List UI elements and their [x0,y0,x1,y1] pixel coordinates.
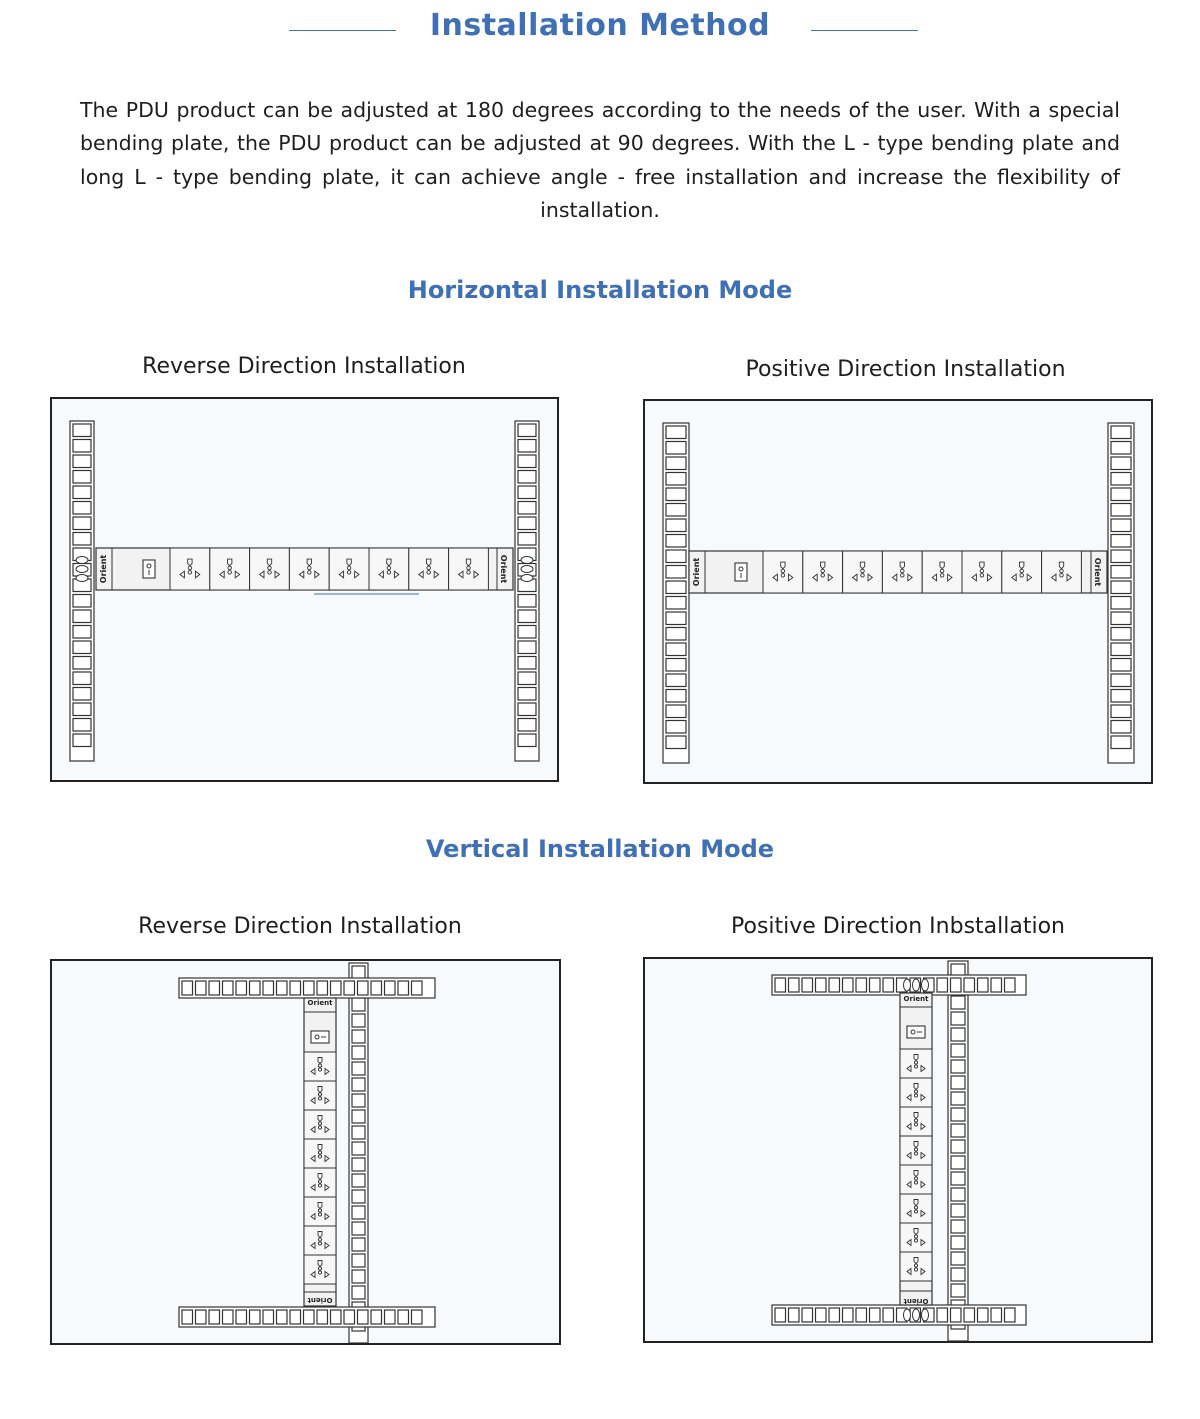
rail-slot [666,674,686,687]
rail-slot [816,1308,827,1322]
rail-slot [518,471,536,484]
horizontal-reverse-caption: Reverse Direction Installation [142,354,466,379]
rail-slot [352,1062,365,1075]
rail-slot [1111,690,1131,703]
rail-slot [789,1308,800,1322]
rail-slot [1111,504,1131,517]
rail-slot [666,690,686,703]
rail-slot [331,981,342,995]
rail-slot [352,1094,365,1107]
horizontal-positive-diagram [643,399,1153,784]
mounting-hole [76,566,88,573]
socket-cell [962,551,1002,593]
rail-slot [352,998,365,1011]
rail-slot [1111,705,1131,718]
rail-slot [666,457,686,470]
mounting-hole [913,1309,920,1321]
power-switch-icon [735,563,747,581]
rail-slot [666,659,686,672]
rail-slot [352,1142,365,1155]
rail-slot [870,1308,881,1322]
rail-slot [277,981,288,995]
rail-slot [331,1310,342,1324]
rail-slot [666,612,686,625]
rail-slot [317,1310,328,1324]
socket-cell [900,1223,932,1252]
rail-slot [236,1310,247,1324]
rail-slot [666,519,686,532]
socket-cell [304,1052,336,1081]
rail-slot [317,981,328,995]
rail-slot [1111,643,1131,656]
socket-cell [900,1078,932,1107]
rail-slot [1005,978,1016,992]
rail-slot [964,978,975,992]
rail-slot [951,1308,962,1322]
rail-slot [304,1310,315,1324]
rail-slot [978,1308,989,1322]
socket-cell [250,548,290,590]
pdu-brand-label-bottom: Orient [903,1297,929,1305]
rail-slot [1111,442,1131,455]
rack-rail-vertical [948,961,968,1341]
rail-slot [666,736,686,749]
pdu-brand-label-right: Orient [499,554,508,584]
rail-slot [196,981,207,995]
rail-slot [666,628,686,641]
pdu-brand-label-left: Orient [692,557,701,587]
rail-slot [352,1030,365,1043]
vertical-mode-title: Vertical Installation Mode [425,835,775,863]
rail-slot [964,1308,975,1322]
rail-slot [666,473,686,486]
title-rule-left [289,30,396,31]
rail-slot [518,688,536,701]
mounting-hole [913,979,920,991]
socket-cell [900,1107,932,1136]
vertical-reverse-diagram [50,959,561,1345]
rail-slot [344,1310,355,1324]
pdu-brand-label-top: Orient [307,999,333,1007]
horizontal-positive-drawing [645,401,1151,782]
title-rule-right [811,30,918,31]
rail-slot [1111,550,1131,563]
socket-cell [900,1194,932,1223]
rail-slot [73,595,91,608]
pdu-brand-label-left: Orient [99,554,108,584]
rail-slot [1111,488,1131,501]
rail-slot [666,581,686,594]
mounting-hole [521,557,533,564]
rail-slot [951,1188,965,1201]
rail-slot [73,424,91,437]
socket-cell [409,548,449,590]
rail-slot [73,641,91,654]
rail-slot [385,1310,396,1324]
rail-slot [196,1310,207,1324]
rail-slot [518,703,536,716]
rail-slot [802,1308,813,1322]
page-title: Installation Method [429,8,771,43]
socket-cell [1042,551,1082,593]
rail-slot [843,1308,854,1322]
rail-slot [73,672,91,685]
rail-slot [352,1158,365,1171]
rack-bar-top [179,978,435,998]
mounting-hole [76,557,88,564]
rack-rail-left [70,421,94,761]
pdu-horizontal [689,551,1107,593]
rack-rail-vertical [349,963,368,1343]
rail-slot [73,502,91,515]
rack-bar-bottom [772,1305,1026,1325]
rail-slot [352,966,365,979]
rail-slot [73,626,91,639]
rail-slot [352,1126,365,1139]
rail-slot [951,1268,965,1281]
rail-slot [518,440,536,453]
socket-cell [763,551,803,593]
socket-cell [843,551,883,593]
rail-slot [352,1254,365,1267]
rail-slot [883,978,894,992]
socket-cell [304,1110,336,1139]
horizontal-positive-caption: Positive Direction Installation [745,357,1066,382]
rail-slot [73,657,91,670]
rail-slot [518,486,536,499]
rail-slot [371,981,382,995]
rail-slot [223,981,234,995]
socket-cell [170,548,210,590]
rail-slot [666,721,686,734]
rail-slot [352,1174,365,1187]
horizontal-reverse-diagram [50,397,559,782]
rail-slot [518,424,536,437]
rail-slot [951,1044,965,1057]
rail-slot [1111,581,1131,594]
rail-slot [666,535,686,548]
rail-slot [73,517,91,530]
vertical-positive-caption: Positive Direction Inbstallation [731,914,1065,939]
rail-slot [73,440,91,453]
rail-slot [1111,535,1131,548]
rail-slot [937,1308,948,1322]
intro-paragraph: The PDU product can be adjusted at 180 degrees according to the needs of the user. With a special bending plate, the PDU product can be adjusted at 90 degrees. With the L - type bending plate and long L - type bending plate, it can achieve angle - free installation and increase the flexibility of installation. [80,98,1120,223]
rail-slot [951,1156,965,1169]
rail-slot [352,1222,365,1235]
rail-slot [182,981,193,995]
rail-slot [518,502,536,515]
rail-slot [1111,659,1131,672]
rail-slot [951,1028,965,1041]
rail-slot [666,550,686,563]
rail-slot [352,1190,365,1203]
rail-slot [518,595,536,608]
power-switch-icon [311,1031,329,1043]
rail-slot [666,566,686,579]
rack-rail-right [515,421,539,761]
rail-slot [352,1014,365,1027]
mounting-hole [521,566,533,573]
rail-slot [73,455,91,468]
rail-slot [1111,473,1131,486]
socket-cell [304,1255,336,1284]
rail-slot [73,703,91,716]
rail-slot [951,996,965,1009]
mounting-hole [922,1309,929,1321]
rail-slot [518,517,536,530]
vertical-positive-diagram [643,957,1153,1343]
pdu-brand-label-top: Orient [903,995,929,1003]
rail-slot [951,1220,965,1233]
mounting-hole [904,979,911,991]
rail-slot [951,1172,965,1185]
rail-slot [358,981,369,995]
rail-slot [371,1310,382,1324]
rail-slot [843,978,854,992]
socket-cell [922,551,962,593]
socket-cell [1002,551,1042,593]
rail-slot [73,719,91,732]
mounting-hole [76,575,88,582]
socket-cell [304,1168,336,1197]
socket-cell [304,1197,336,1226]
rail-slot [666,488,686,501]
rail-slot [73,486,91,499]
socket-cell [900,1049,932,1078]
rail-slot [789,978,800,992]
rail-slot [951,1284,965,1297]
pdu-brand-label-bottom: Orient [307,1296,333,1304]
rail-slot [352,1270,365,1283]
rail-slot [352,1206,365,1219]
rail-slot [73,688,91,701]
rail-slot [951,1060,965,1073]
rail-slot [666,643,686,656]
rail-slot [518,610,536,623]
rail-slot [666,442,686,455]
power-switch-icon [907,1026,925,1038]
rail-slot [518,734,536,747]
rail-slot [1005,1308,1016,1322]
rail-slot [304,981,315,995]
rail-slot [1111,736,1131,749]
rail-slot [277,1310,288,1324]
socket-cell [449,548,489,590]
rail-slot [829,978,840,992]
rail-slot [518,672,536,685]
rail-slot [991,978,1002,992]
rail-slot [1111,597,1131,610]
rail-slot [398,1310,409,1324]
rail-slot [666,504,686,517]
rail-slot [775,978,786,992]
rail-slot [352,1078,365,1091]
rail-slot [1111,721,1131,734]
rail-slot [73,610,91,623]
rack-bar-bottom [179,1307,435,1327]
rail-slot [1111,628,1131,641]
socket-cell [210,548,250,590]
socket-cell [304,1226,336,1255]
rail-slot [73,533,91,546]
rail-slot [666,597,686,610]
rail-slot [209,1310,220,1324]
rail-slot [951,1076,965,1089]
rail-slot [951,978,962,992]
rail-slot [73,734,91,747]
rail-slot [870,978,881,992]
horizontal-mode-title: Horizontal Installation Mode [407,276,793,304]
rail-slot [352,1286,365,1299]
rail-slot [518,455,536,468]
rail-slot [385,981,396,995]
vertical-positive-drawing [645,959,1151,1341]
rail-slot [775,1308,786,1322]
pdu-horizontal [76,548,533,594]
rail-slot [1111,566,1131,579]
rail-slot [263,1310,274,1324]
mounting-hole [922,979,929,991]
rail-slot [398,981,409,995]
rail-slot [290,1310,301,1324]
rail-slot [1111,519,1131,532]
rail-slot [856,1308,867,1322]
rail-slot [412,1310,423,1324]
rail-slot [352,1238,365,1251]
socket-cell [304,1081,336,1110]
rail-slot [951,1140,965,1153]
rail-slot [290,981,301,995]
rail-slot [666,705,686,718]
rail-slot [951,1012,965,1025]
rail-slot [991,1308,1002,1322]
rail-slot [518,533,536,546]
rail-slot [223,1310,234,1324]
mounting-hole [521,575,533,582]
rail-slot [209,981,220,995]
mounting-hole [904,1309,911,1321]
rail-slot [1111,426,1131,439]
rail-slot [352,1110,365,1123]
socket-cell [289,548,329,590]
rail-slot [250,981,261,995]
rail-slot [1111,457,1131,470]
rail-slot [951,1124,965,1137]
socket-cell [803,551,843,593]
rack-bar-top [772,975,1026,995]
socket-cell [900,1165,932,1194]
rail-slot [412,981,423,995]
socket-cell [882,551,922,593]
rail-slot [937,978,948,992]
power-switch-icon [143,560,155,578]
rail-slot [856,978,867,992]
socket-cell [900,1252,932,1281]
rail-slot [666,426,686,439]
rail-slot [1111,612,1131,625]
pdu-vertical [900,979,932,1321]
socket-cell [900,1136,932,1165]
rail-slot [978,978,989,992]
rail-slot [250,1310,261,1324]
rail-slot [518,719,536,732]
rail-slot [1111,674,1131,687]
horizontal-reverse-drawing [52,399,557,780]
rack-rail-right [1108,423,1134,763]
rail-slot [518,641,536,654]
rail-slot [518,626,536,639]
rail-slot [951,1236,965,1249]
rail-slot [344,981,355,995]
rail-slot [236,981,247,995]
rail-slot [352,1046,365,1059]
rail-slot [951,1108,965,1121]
vertical-reverse-caption: Reverse Direction Installation [138,914,462,939]
rail-slot [829,1308,840,1322]
vertical-reverse-drawing [52,961,559,1343]
rail-slot [182,1310,193,1324]
rail-slot [816,978,827,992]
rack-rail-left [663,423,689,763]
rail-slot [951,1204,965,1217]
rail-slot [883,1308,894,1322]
rail-slot [73,471,91,484]
rail-slot [518,657,536,670]
socket-cell [304,1139,336,1168]
socket-cell [369,548,409,590]
rail-slot [358,1310,369,1324]
rail-slot [951,1092,965,1105]
socket-cell [329,548,369,590]
rail-slot [951,1252,965,1265]
pdu-brand-label-right: Orient [1093,557,1102,587]
rail-slot [802,978,813,992]
pdu-vertical [304,998,336,1306]
rail-slot [263,981,274,995]
